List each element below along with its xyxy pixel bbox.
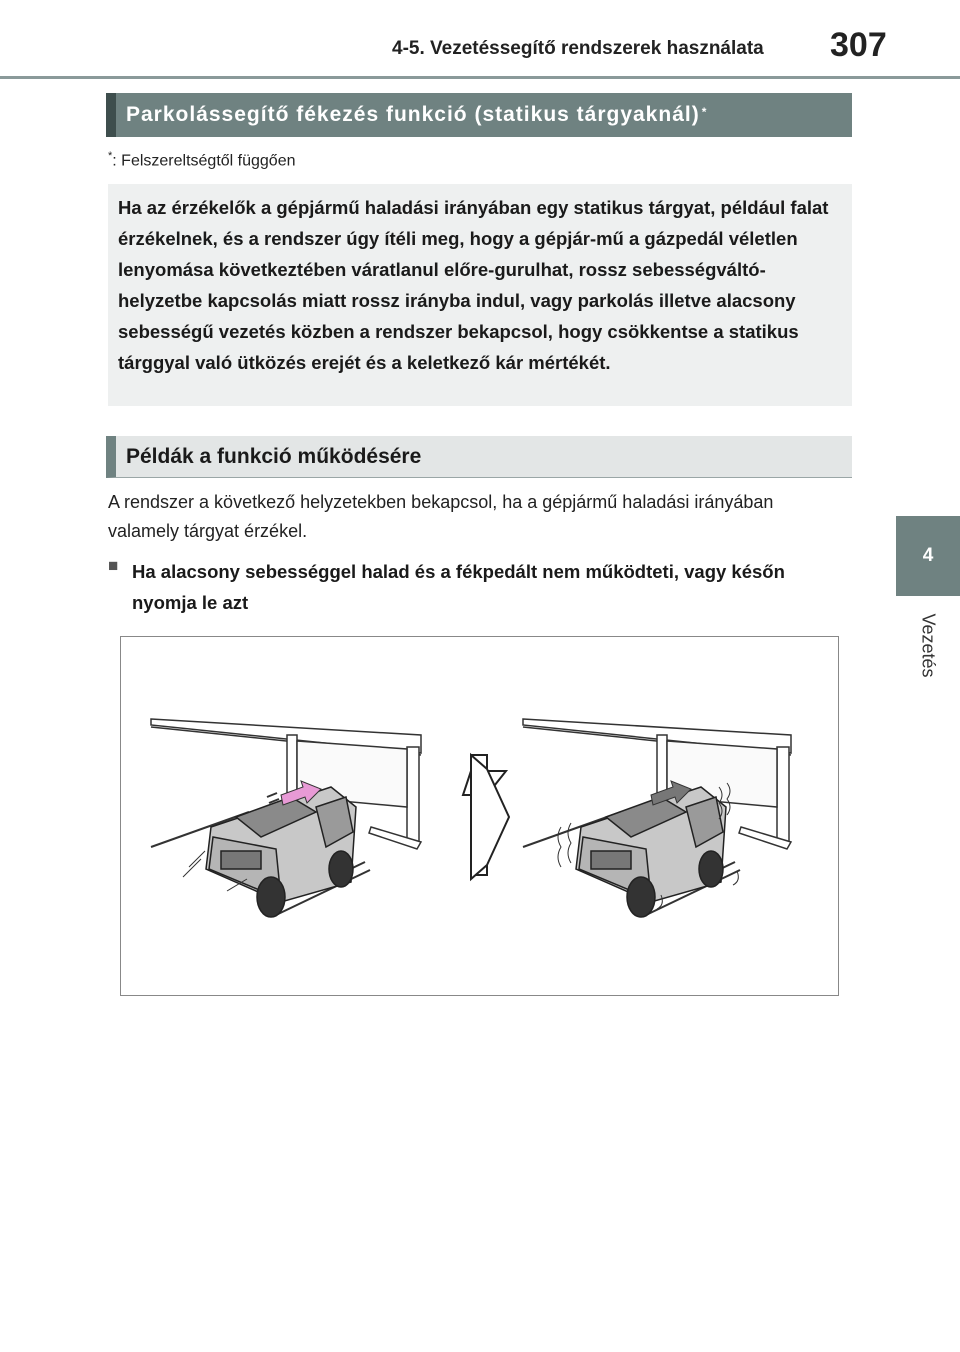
- footnote: [108, 150, 296, 170]
- car-icon: [576, 787, 726, 917]
- section-title-banner: [106, 93, 852, 137]
- left-scene: [151, 719, 421, 917]
- footnote-text: : Felszereltségtől függően: [112, 152, 296, 170]
- header-title: 4-5. Vezetéssegítő rendszerek használata: [392, 38, 764, 59]
- section-title-marker: *: [701, 105, 708, 119]
- chapter-tab[interactable]: [896, 516, 960, 596]
- summary-text: Ha az érzékelők a gépjármű haladási irányában egy statikus tárgyat, például falat érzékelnek, és a rendszer úgy ítéli meg, hogy a gépjár-mű a gázpedál véletlen lenyomása következtében váratlanul előre-gurulhat, rossz sebességváltó-helyzetbe kapcsolás miatt rossz irányba indul, vagy parkolás illetve alacsony sebességű vezetés közben a rendszer bekapcsol, hogy csökkentse a statikus tárggyal való ütközés erejét és a keletkező kár mértékét.: [118, 197, 829, 373]
- section-title: Parkolássegítő fékezés funkció (statikus tárgyaknál): [126, 103, 700, 126]
- examples-heading-text: Példák a funkció működésére: [126, 444, 422, 468]
- car-icon: [206, 787, 356, 917]
- bullet-square-icon: ■: [108, 556, 119, 575]
- page-number: 307: [830, 26, 887, 64]
- condition-text: Ha alacsony sebességgel halad és a fékpedált nem működteti, vagy későn nyomja le azt: [132, 561, 785, 613]
- intro-paragraph: A rendszer a következő helyzetekben bekapcsol, ha a gépjármű haladási irányában valamely tárgyat érzékel.: [108, 492, 774, 541]
- examples-heading: [106, 436, 852, 478]
- header-rule: [0, 76, 960, 79]
- footnote-marker: *: [108, 150, 113, 162]
- transition-arrow-icon: [463, 755, 509, 879]
- chapter-label: Vezetés: [918, 612, 939, 678]
- right-scene: [523, 719, 791, 917]
- illustration-svg: [121, 637, 840, 997]
- illustration-figure: [120, 636, 839, 996]
- chapter-number: 4: [922, 545, 934, 566]
- summary-box: [108, 184, 852, 406]
- chapter-label-container: [898, 602, 958, 688]
